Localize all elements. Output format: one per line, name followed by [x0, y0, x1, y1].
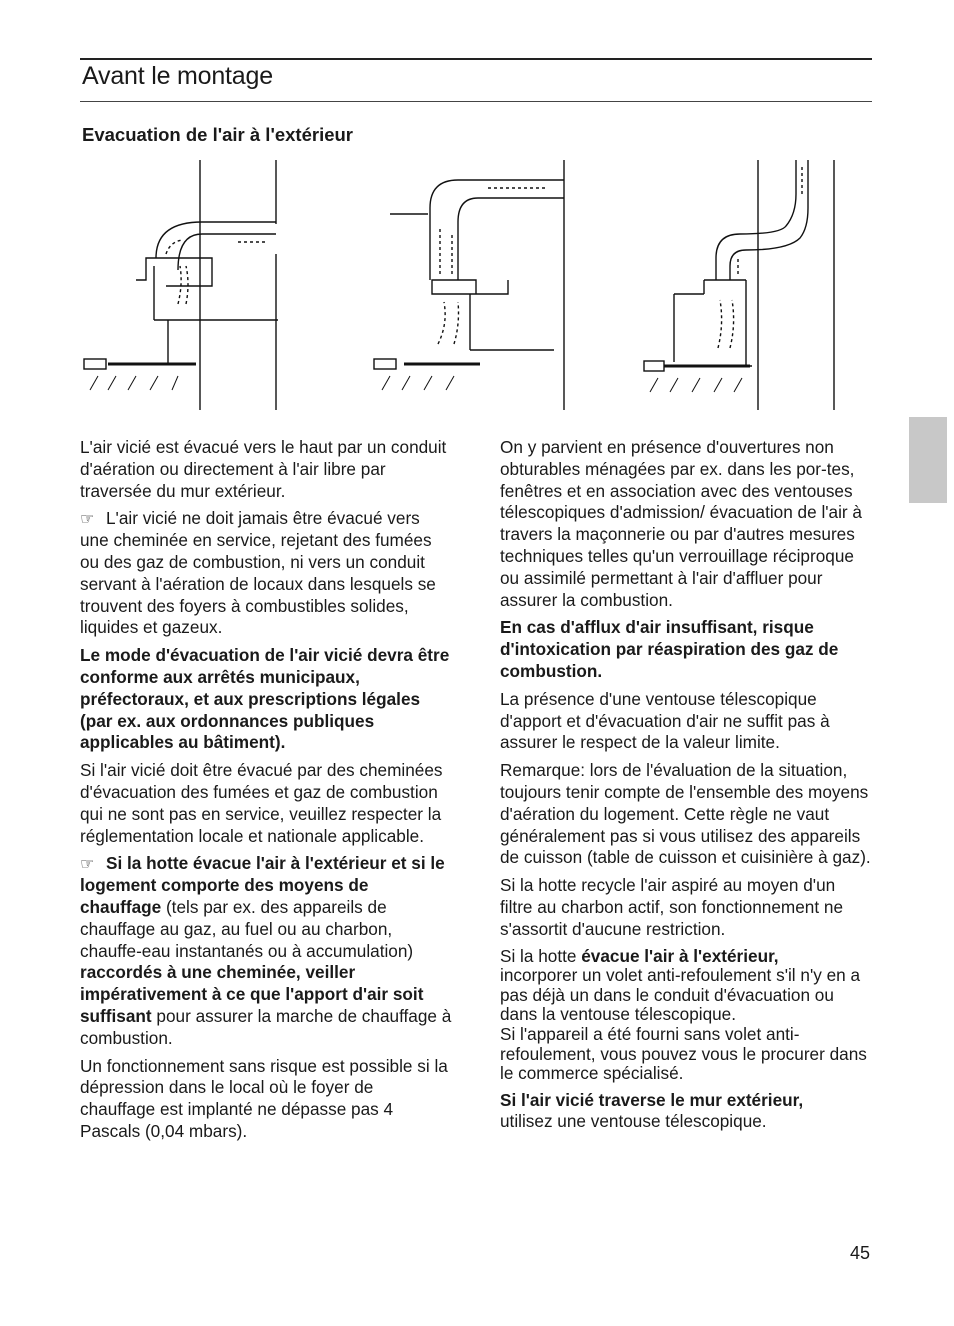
bold-text: Si l'air vicié traverse le mur extérieur, — [500, 1089, 804, 1110]
page-number: 45 — [850, 1243, 871, 1263]
paragraph: On y parvient en présence d'ouvertures non obturables ménagées par ex. dans les por-tes, fenêtres et en association avec des ventouses télescopiques d'admission/ évacuation de l'air à travers la maçonnerie ou par d'autres mesures techniques telles qu'un verrouillage réciproque ou assimilé permettant à l'air d'affluer pour assurer la combustion. — [500, 437, 862, 610]
bold-paragraph — [80, 645, 452, 754]
text: utilisez une ventouse télescopique. — [500, 1111, 767, 1132]
text: incorporer un volet anti-refoulement s'il n'y en a pas déjà un dans le conduit d'évacuation ou dans la ventouse télescopique. — [500, 965, 861, 1025]
text: pour assurer la marche de chauffage à combustion. — [80, 1005, 452, 1048]
diagram-ceiling-exhaust — [374, 160, 564, 410]
warning-paragraph — [80, 508, 452, 639]
header-top-rule — [80, 58, 872, 60]
wall-exhaust-paragraph — [500, 1090, 872, 1134]
header-bottom-rule — [80, 101, 872, 102]
diagram-shaft-exhaust — [644, 160, 834, 410]
diagram-wall-exhaust — [84, 160, 278, 410]
bold-text: évacue l'air à l'extérieur, — [581, 945, 779, 966]
right-column — [500, 437, 872, 1139]
text: (tels par ex. des appareils de chauffage au gaz, au fuel ou au charbon, chauffe-eau instantanés ou à accumulation) — [80, 896, 414, 961]
paragraph: Un fonctionnement sans risque est possible si la dépression dans le local où le foyer de chauffage est implanté ne dépasse pas 4 Pascals (0,04 mbars). — [80, 1055, 448, 1141]
non-return-flap-paragraph — [500, 947, 872, 1084]
paragraph: Si la hotte recycle l'air aspiré au moyen d'un filtre au charbon actif, son fonctionnement ne s'assortit d'aucune restriction. — [500, 875, 844, 939]
bold-text: Si la hotte évacue l'air à l'extérieur et si le logement comporte des moyens de chauffage — [80, 853, 445, 917]
bold-text: Le mode d'évacuation de l'air vicié devra être conforme aux arrêtés municipaux, préfectoraux, et aux prescriptions légales (par ex. aux ordonnances publiques applicables au bâtiment). — [80, 645, 450, 753]
heating-warning-paragraph — [80, 853, 452, 1049]
bold-text: En cas d'afflux d'air insuffisant, risque d'intoxication par réaspiration des gaz de combustion. — [500, 617, 839, 681]
warning-text: L'air vicié ne doit jamais être évacué vers une cheminée en service, rejetant des fumées ou des gaz de combustion, ni vers un conduit servant à l'aération de locaux dans lesquels se trouvent des foyers à combustibles solides, liquides et gazeux. — [80, 508, 436, 638]
bold-text: raccordés à une cheminée, veiller impérativement à ce que l'apport d'air soit suffisant — [80, 962, 424, 1026]
paragraph: Si l'air vicié doit être évacué par des cheminées d'évacuation des fumées et gaz de combustion qui ne sont pas en service, veuillez respecter la réglementation locale et nationale applicable. — [80, 760, 443, 846]
pointing-hand-icon: ☞ — [80, 509, 95, 529]
text: Si la hotte — [500, 945, 582, 966]
paragraph: Remarque: lors de l'évaluation de la situation, toujours tenir compte de l'ensemble des moyens d'aération du logement. Cette règle ne vaut généralement pas si vous utilisez des appareils de cuisson (table de cuisson et cuisinière à gaz). — [500, 760, 871, 868]
paragraph: L'air vicié est évacué vers le haut par un conduit d'aération ou directement à l'air libre par traversée du mur extérieur. — [80, 437, 447, 501]
section-tab-marker — [909, 417, 947, 503]
bold-paragraph — [500, 617, 872, 682]
section-title: Evacuation de l'air à l'extérieur — [82, 124, 353, 145]
page-title: Avant le montage — [82, 62, 273, 90]
left-column — [80, 437, 452, 1149]
text: Si l'appareil a été fourni sans volet anti-refoulement, vous pouvez vous le procurer dans le commerce spécialisé. — [500, 1023, 867, 1084]
paragraph: La présence d'une ventouse télescopique d'apport et d'évacuation d'air ne suffit pas à assurer le respect de la valeur limite. — [500, 688, 830, 753]
exhaust-diagrams — [78, 154, 848, 414]
pointing-hand-icon: ☞ — [80, 854, 95, 874]
